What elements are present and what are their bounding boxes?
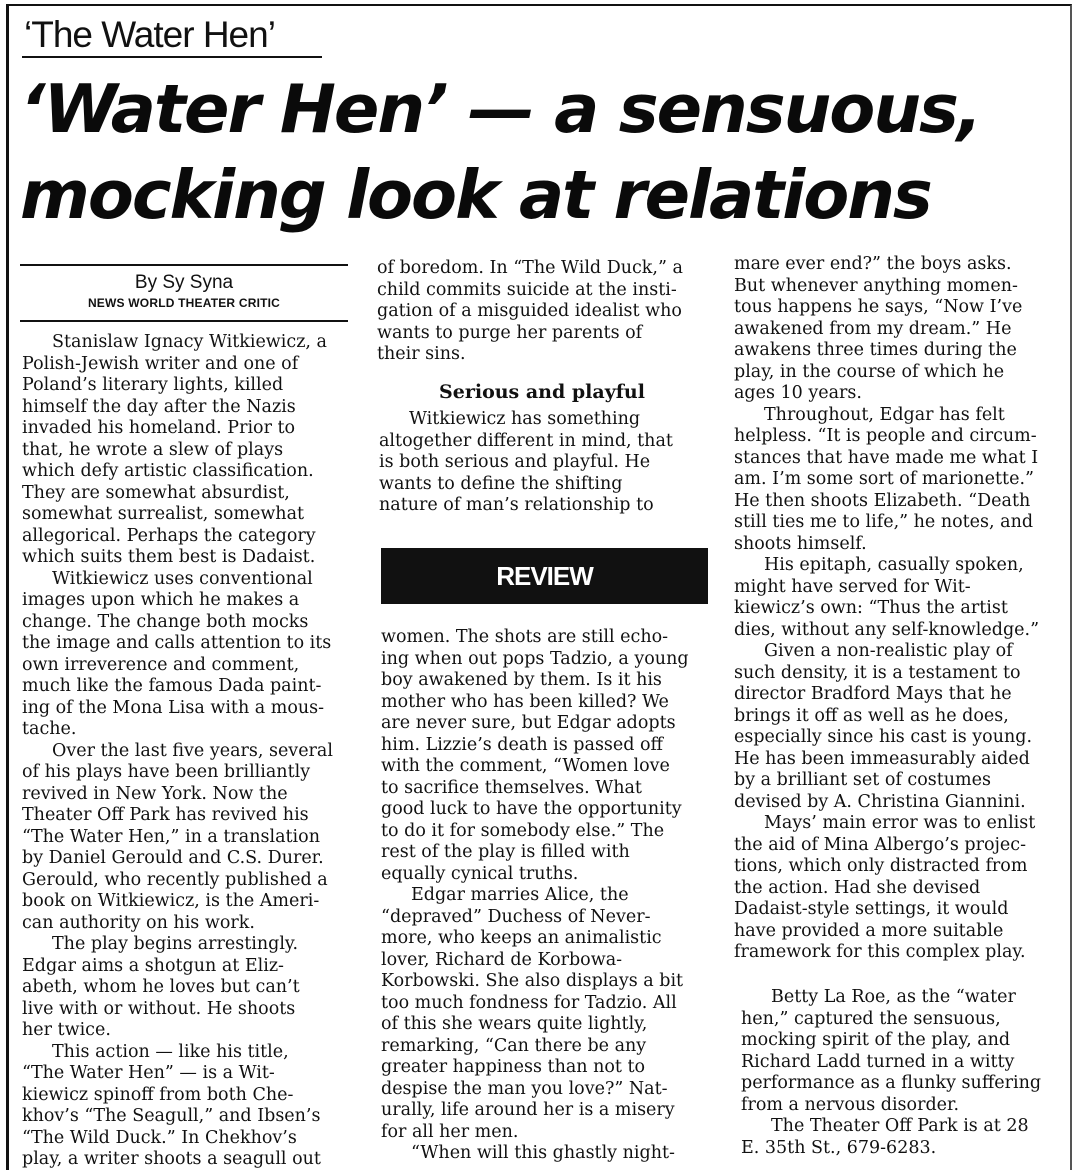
text-line: that, he wrote a slew of plays: [22, 439, 284, 460]
byline-author: By Sy Syna: [134, 272, 234, 293]
text-line: gation of a misguided idealist who: [377, 301, 682, 321]
text-line: such density, it is a testament to: [734, 662, 1021, 683]
text-line: child commits suicide at the insti-: [377, 279, 677, 300]
text-line: by Daniel Gerould and C.S. Durer.: [22, 848, 324, 868]
text-line: Theater Off Park has revived his: [22, 805, 309, 825]
text-line: Betty La Roe, as the “water: [771, 987, 1016, 1007]
text-line: allegorical. Perhaps the category: [22, 525, 316, 546]
text-line: nature of man’s relationship to: [379, 495, 654, 515]
text-line: by a brilliant set of costumes: [734, 770, 991, 790]
text-line: have provided a more suitable: [734, 920, 1004, 941]
text-line: somewhat surrealist, somewhat: [22, 504, 305, 524]
text-line: own irreverence and comment,: [22, 654, 300, 675]
text-line: Poland’s literary lights, killed: [22, 375, 284, 395]
text-line: lover, Richard de Korbowa-: [381, 949, 623, 970]
text-line: mother who has been killed? We: [381, 691, 669, 712]
text-line: Over the last five years, several: [52, 740, 333, 761]
text-line: still ties me to life,” he notes, and: [734, 512, 1034, 532]
text-line: “depraved” Duchess of Never-: [381, 906, 651, 927]
text-line: altogether different in mind, that: [379, 430, 673, 451]
text-line: too much fondness for Tadzio. All: [381, 992, 677, 1013]
text-line: ing of the Mona Lisa with a mous-: [22, 697, 325, 718]
text-line: urally, life around her is a misery: [381, 1100, 675, 1120]
text-line: “The Water Hen,” in a translation: [22, 826, 320, 847]
text-line: her twice.: [22, 1020, 111, 1040]
text-line: more, who keeps an animalistic: [381, 928, 662, 948]
column-3-top: [734, 254, 1064, 964]
text-line: the aid of Mina Albergo’s projec-: [734, 834, 1026, 855]
byline-rule-bottom: [20, 320, 348, 322]
text-line: Witkiewicz uses conventional: [52, 568, 313, 589]
text-line: much like the famous Dada paint-: [22, 676, 322, 696]
text-line: tions, which only distracted from: [734, 856, 1028, 876]
text-line: “When will this ghastly night-: [411, 1143, 675, 1163]
column-3-bottom: [741, 987, 1071, 1159]
text-line: director Bradford Mays that he: [734, 684, 1012, 704]
text-line: shoots himself.: [734, 533, 867, 554]
text-line: of boredom. In “The Wild Duck,” a: [377, 258, 683, 278]
text-line: revived in New York. Now the: [22, 783, 288, 804]
text-line: Richard Ladd turned in a witty: [741, 1051, 1015, 1072]
text-line: might have served for Wit-: [734, 576, 971, 597]
headline-line-1: ‘Water Hen’ — a sensuous,: [20, 70, 981, 148]
text-line: from a nervous disorder.: [741, 1094, 960, 1115]
text-line: His epitaph, casually spoken,: [764, 555, 1024, 575]
text-line: good luck to have the opportunity: [381, 799, 682, 819]
kicker-rule: [22, 56, 322, 58]
text-line: play, in the course of which he: [734, 361, 1005, 382]
text-line: The Theater Off Park is at 28: [771, 1116, 1029, 1136]
text-line: Mays’ main error was to enlist: [764, 813, 1036, 833]
text-line: which suits them best is Dadaist.: [22, 547, 316, 567]
text-line: despise the man you love?” Nat-: [381, 1078, 668, 1099]
text-line: He then shoots Elizabeth. “Death: [734, 490, 1031, 511]
text-line: The play begins arrestingly.: [52, 934, 299, 954]
text-line: images upon which he makes a: [22, 590, 300, 610]
text-line: their sins.: [377, 344, 466, 364]
text-line: rest of the play is filled with: [381, 842, 630, 862]
text-line: Gerould, who recently published a: [22, 869, 328, 890]
text-line: wants to define the shifting: [379, 473, 623, 494]
text-line: brings it off as well as he does,: [734, 705, 1009, 726]
text-line: invaded his homeland. Prior to: [22, 418, 296, 438]
column-1: [22, 332, 352, 1171]
text-line: the image and calls attention to its: [22, 633, 332, 653]
subhead: Serious and playful: [439, 381, 645, 403]
text-line: women. The shots are still echo-: [381, 627, 669, 647]
text-line: Witkiewicz has something: [409, 409, 641, 429]
text-line: kiewicz spinoff from both Che-: [22, 1084, 294, 1105]
text-line: am. I’m some sort of marionette.”: [734, 469, 1034, 489]
text-line: performance as a flunky suffering: [741, 1073, 1042, 1093]
kicker: ‘The Water Hen’: [24, 14, 275, 55]
text-line: hen,” captured the sensuous,: [741, 1008, 1001, 1029]
text-line: kiewicz’s own: “Thus the artist: [734, 598, 1008, 618]
text-line: tous happens he says, “Now I’ve: [734, 297, 1023, 317]
text-line: to do it for somebody else.” The: [381, 820, 665, 841]
column-2-bottom: [381, 627, 711, 1165]
text-line: helpless. “It is people and circum-: [734, 426, 1037, 446]
text-line: E. 35th St., 679-6283.: [741, 1137, 937, 1158]
text-line: ing when out pops Tadzio, a young: [381, 648, 689, 669]
text-line: to sacrifice themselves. What: [381, 777, 642, 798]
text-line: wants to purge her parents of: [377, 322, 643, 343]
text-line: “The Wild Duck.” In Chekhov’s: [22, 1127, 297, 1148]
byline-title: NEWS WORLD THEATER CRITIC: [87, 296, 281, 310]
text-line: are never sure, but Edgar adopts: [381, 713, 676, 733]
text-line: This action — like his title,: [52, 1041, 289, 1062]
text-line: remarking, “Can there be any: [381, 1035, 647, 1056]
text-line: greater happiness than not to: [381, 1057, 646, 1077]
text-line: is both serious and playful. He: [379, 452, 651, 472]
headline-line-2: mocking look at relations: [20, 156, 931, 234]
text-line: Korbowski. She also displays a bit: [381, 971, 684, 991]
text-line: awakened from my dream.” He: [734, 318, 1012, 339]
text-line: book on Witkiewicz, is the Ameri-: [22, 891, 320, 911]
text-line: especially since his cast is young.: [734, 727, 1033, 747]
text-line: They are somewhat absurdist,: [22, 482, 290, 503]
text-line: Edgar aims a shotgun at Eliz-: [22, 955, 284, 976]
text-line: Given a non-realistic play of: [764, 641, 1013, 661]
text-line: can authority on his work.: [22, 912, 255, 933]
text-line: “The Water Hen” — is a Wit-: [22, 1063, 275, 1083]
text-line: live with or without. He shoots: [22, 998, 296, 1019]
text-line: himself the day after the Nazis: [22, 396, 296, 417]
text-line: But whenever anything momen-: [734, 275, 1018, 296]
text-line: him. Lizzie’s death is passed off: [381, 734, 663, 755]
text-line: khov’s “The Seagull,” and Ibsen’s: [22, 1106, 321, 1126]
text-line: which defy artistic classification.: [22, 461, 314, 481]
text-line: devised by A. Christina Giannini.: [734, 791, 1026, 812]
text-line: stances that have made me what I: [734, 447, 1039, 468]
text-line: dies, without any self-knowledge.”: [734, 619, 1040, 640]
headline: [20, 66, 1070, 238]
text-line: of his plays have been brilliantly: [22, 762, 311, 782]
review-label: REVIEW: [381, 548, 708, 604]
text-line: ages 10 years.: [734, 383, 862, 403]
text-line: equally cynical truths.: [381, 863, 579, 884]
text-line: tache.: [22, 719, 77, 739]
text-line: mocking spirit of the play, and: [741, 1030, 1011, 1050]
text-line: awakens three times during the: [734, 340, 1017, 360]
text-line: of this she wears quite lightly,: [381, 1014, 648, 1034]
text-line: abeth, whom he loves but can’t: [22, 977, 300, 997]
text-line: Throughout, Edgar has felt: [764, 404, 1005, 425]
text-line: with the comment, “Women love: [381, 756, 670, 776]
text-line: for all her men.: [381, 1121, 519, 1142]
text-line: boy awakened by them. Is it his: [381, 670, 662, 690]
text-line: change. The change both mocks: [22, 611, 309, 632]
text-line: play, a writer shoots a seagull out: [22, 1149, 321, 1169]
text-line: the action. Had she devised: [734, 877, 981, 898]
text-line: Polish-Jewish writer and one of: [22, 353, 299, 374]
text-line: Edgar marries Alice, the: [411, 885, 629, 905]
text-line: mare ever end?” the boys asks.: [734, 254, 1012, 274]
column-2-top: [377, 258, 707, 366]
byline-rule-top: [20, 264, 348, 266]
column-2-middle: [379, 409, 709, 517]
text-line: Dadaist-style settings, it would: [734, 899, 1009, 919]
text-line: framework for this complex play.: [734, 942, 1026, 962]
text-line: Stanislaw Ignacy Witkiewicz, a: [52, 332, 327, 352]
text-line: He has been immeasurably aided: [734, 748, 1030, 769]
